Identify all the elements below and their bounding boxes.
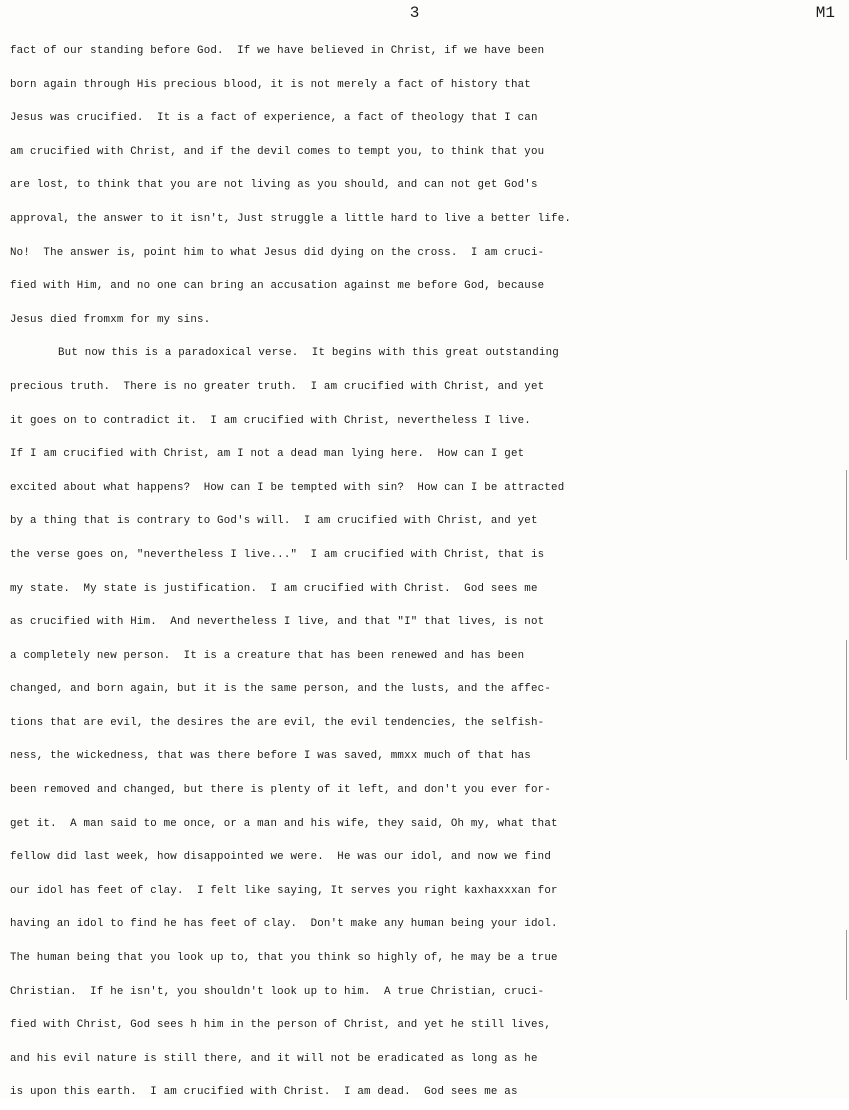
text-line: The human being that you look up to, that you think so highly of, he may be a true [10,952,558,965]
margin-scan-mark [846,930,847,1000]
text-line: precious truth. There is no greater truth. I am crucified with Christ, and yet [10,380,545,393]
text-line: the verse goes on, "nevertheless I live..." I am crucified with Christ, that is [10,548,545,561]
text-line: it goes on to contradict it. I am crucified with Christ, nevertheless I live. [10,414,531,427]
body-text [10,35,849,1110]
text-line: approval, the answer to it isn't, Just struggle a little hard to live a better life. [10,212,572,225]
text-line: fellow did last week, how disappointed we were. He was our idol, and now we find [10,851,552,864]
text-line: If I am crucified with Christ, am I not a dead man lying here. How can I get [10,448,525,461]
page-number: 3 [409,4,420,22]
text-line: Christian. If he isn't, you shouldn't look up to him. A true Christian, cruci- [10,985,545,998]
text-line: tions that are evil, the desires the are evil, the evil tendencies, the selfish- [10,716,545,729]
text-line: having an idol to find he has feet of clay. Don't make any human being your idol. [10,918,558,931]
text-line: by a thing that is contrary to God's will. I am crucified with Christ, and yet [10,515,538,528]
text-line: our idol has feet of clay. I felt like saying, It serves you right kaxhaxxxan for [10,884,558,897]
text-line: fact of our standing before God. If we have believed in Christ, if we have been [10,45,545,57]
text-line: been removed and changed, but there is plenty of it left, and don't you ever for- [10,784,552,797]
text-line: born again through His precious blood, it is not merely a fact of history that [10,78,531,91]
text-line: a completely new person. It is a creature that has been renewed and has been [10,649,525,662]
text-line: are lost, to think that you are not living as you should, and can not get God's [10,179,538,192]
text-line: is upon this earth. I am crucified with Christ. I am dead. God sees me as [10,1086,518,1099]
text-line: as crucified with Him. And nevertheless I live, and that "I" that lives, is not [10,616,545,629]
text-line: Jesus died fromxm for my sins. [10,313,211,326]
margin-scan-mark [846,640,847,760]
text-line: changed, and born again, but it is the same person, and the lusts, and the affec- [10,683,552,696]
text-line: fied with Christ, God sees h him in the person of Christ, and yet he still lives, [10,1019,552,1032]
page-code: M1 [815,4,835,22]
text-line: Jesus was crucified. It is a fact of experience, a fact of theology that I can [10,112,538,125]
text-line: my state. My state is justification. I am crucified with Christ. God sees me [10,582,538,595]
text-line: excited about what happens? How can I be tempted with sin? How can I be attracted [10,481,565,494]
text-line: get it. A man said to me once, or a man and his wife, they said, Oh my, what that [10,817,558,830]
margin-scan-mark [846,470,847,560]
text-line: ness, the wickedness, that was there before I was saved, mmxx much of that has [10,750,531,763]
paragraph-start-line: But now this is a paradoxical verse. It begins with this great outstanding [58,347,559,360]
text-line: No! The answer is, point him to what Jesus did dying on the cross. I am cruci- [10,246,545,259]
text-line: am crucified with Christ, and if the devil comes to tempt you, to think that you [10,145,545,158]
text-line: and his evil nature is still there, and it will not be eradicated as long as he [10,1052,538,1065]
text-line: fied with Him, and no one can bring an accusation against me before God, because [10,280,545,293]
